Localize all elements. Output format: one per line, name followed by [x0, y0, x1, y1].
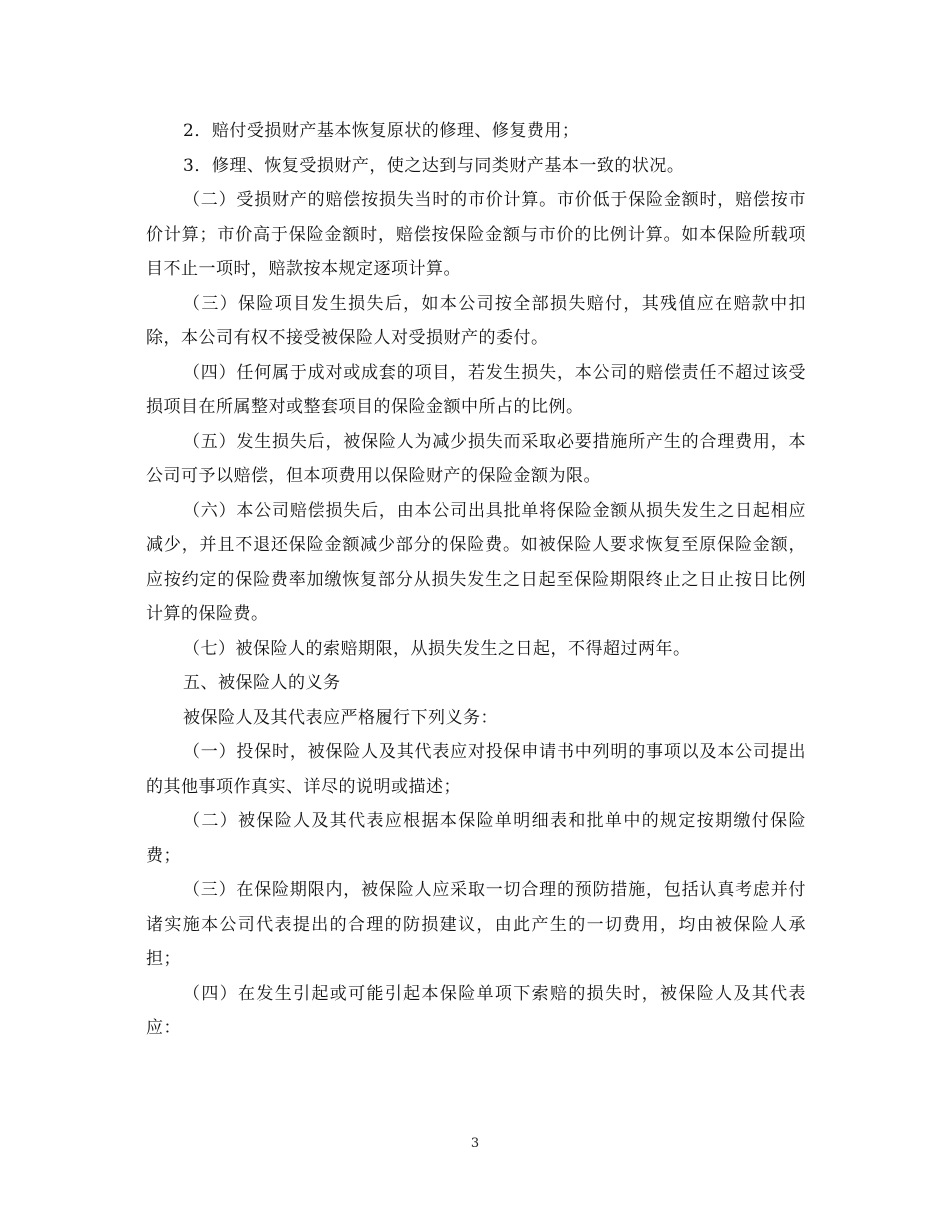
document-body: [146, 114, 806, 1046]
paragraph-obligation-4: （四）在发生引起或可能引起本保险单项下索赔的损失时，被保险人及其代表应：: [146, 983, 806, 1038]
paragraph-clause-5-mitigation-costs: （五）发生损失后，被保险人为减少损失而采取必要措施所产生的合理费用，本公司可予以赔偿，但本项费用以保险财产的保险金额为限。: [146, 431, 806, 486]
paragraph-obligation-1: （一）投保时，被保险人及其代表应对投保申请书中列明的事项以及本公司提出的其他事项作真实、详尽的说明或描述；: [146, 742, 806, 797]
paragraph-obligations-intro: 被保险人及其代表应严格履行下列义务：: [183, 707, 498, 728]
paragraph-clause-3-salvage: （三）保险项目发生损失后，如本公司按全部损失赔付，其残值应在赔款中扣除，本公司有权不接受被保险人对受损财产的委付。: [146, 293, 806, 348]
section-heading-obligations: 五、被保险人的义务: [183, 673, 341, 693]
paragraph-clause-6-endorsement: （六）本公司赔偿损失后，由本公司出具批单将保险金额从损失发生之日起相应减少，并且不退还保险金额减少部分的保险费。如被保险人要求恢复至原保险金额，应按约定的保险费率加缴恢复部分从损失发生之日起至保险期限终止之日止按日比例计算的保险费。: [146, 500, 806, 624]
paragraph-obligation-2: （二）被保险人及其代表应根据本保险单明细表和批单中的规定按期缴付保险费；: [146, 811, 806, 866]
paragraph-clause-2-market-price: （二）受损财产的赔偿按损失当时的市价计算。市价低于保险金额时，赔偿按市价计算；市价高于保险金额时，赔偿按保险金额与市价的比例计算。如本保险所载项目不止一项时，赔款按本规定逐项计算。: [146, 190, 806, 279]
paragraph-item-3: 3．修理、恢复受损财产，使之达到与同类财产基本一致的状况。: [183, 155, 685, 176]
paragraph-obligation-3: （三）在保险期限内，被保险人应采取一切合理的预防措施，包括认真考虑并付诸实施本公司代表提出的合理的防损建议，由此产生的一切费用，均由被保险人承担；: [146, 880, 806, 969]
paragraph-item-2: 2．赔付受损财产基本恢复原状的修理、修复费用；: [183, 121, 580, 141]
page-number: 3: [470, 1136, 480, 1151]
paragraph-clause-4-pairs-sets: （四）任何属于成对或成套的项目，若发生损失，本公司的赔偿责任不超过该受损项目在所属整对或整套项目的保险金额中所占的比例。: [146, 362, 806, 417]
paragraph-clause-7-claim-period: （七）被保险人的索赔期限，从损失发生之日起，不得超过两年。: [183, 638, 691, 659]
